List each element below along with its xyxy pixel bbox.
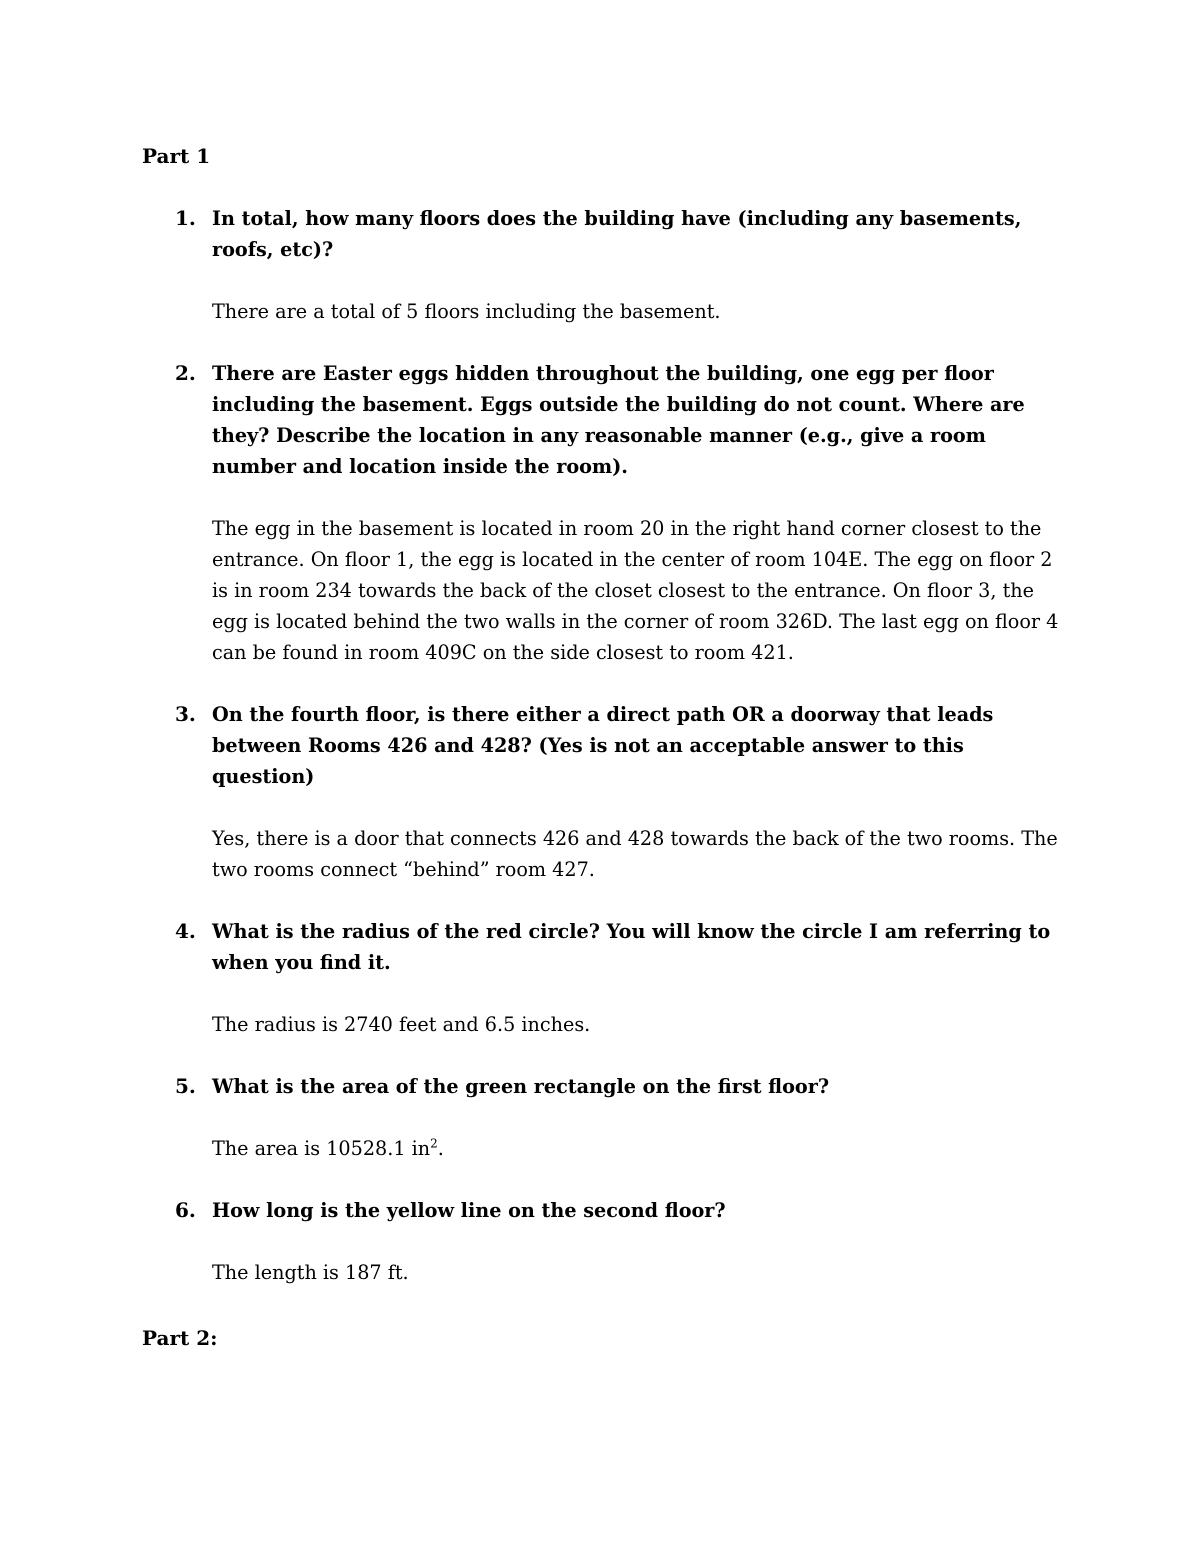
- question-text: What is the area of the green rectangle on the first floor?: [212, 1075, 830, 1098]
- question-number: 1.: [175, 206, 196, 230]
- question-item-6: [0, 1195, 1200, 1288]
- answer-suffix: .: [437, 1137, 444, 1160]
- part-2-heading: Part 2:: [142, 1326, 218, 1350]
- question-item-4: [0, 916, 1200, 1071]
- question-item-5: [0, 1071, 1200, 1195]
- question-text: In total, how many floors does the building have (including any basements, roofs, etc)?: [212, 207, 1022, 261]
- question-number: 4.: [175, 919, 196, 943]
- question-number: 6.: [175, 1198, 196, 1222]
- answer-prefix: The area is 10528.1 in: [212, 1137, 431, 1160]
- question-text: On the fourth floor, is there either a direct path OR a doorway that leads between Rooms 426 and 428? (Yes is not an acceptable answer to this question): [212, 703, 994, 788]
- answer-text: The radius is 2740 feet and 6.5 inches.: [212, 1013, 591, 1036]
- question-number: 5.: [175, 1074, 196, 1098]
- question-text: There are Easter eggs hidden throughout the building, one egg per floor including the basement. Eggs outside the building do not count. Where are they? Describe the location in any reasonable manner (e.g., give a room number and location inside the room).: [212, 362, 1025, 478]
- question-number: 2.: [175, 361, 196, 385]
- answer-text: The egg in the basement is located in room 20 in the right hand corner closest to the entrance. On floor 1, the egg is located in the center of room 104E. The egg on floor 2 is in room 234 towards the back of the closet closest to the entrance. On floor 3, the egg is located behind the two walls in the corner of room 326D. The last egg on floor 4 can be found in room 409C on the side closest to room 421.: [212, 517, 1059, 664]
- question-text: How long is the yellow line on the second floor?: [212, 1199, 726, 1222]
- part-1-heading: Part 1: [142, 144, 211, 168]
- answer-text: The length is 187 ft.: [212, 1261, 409, 1284]
- question-item-3: [0, 699, 1200, 916]
- question-item-1: [0, 203, 1200, 358]
- question-number: 3.: [175, 702, 196, 726]
- answer-superscript: 2: [430, 1136, 438, 1151]
- question-text: What is the radius of the red circle? You will know the circle I am referring to when you find it.: [212, 920, 1051, 974]
- answer-text: Yes, there is a door that connects 426 and 428 towards the back of the two rooms. The two rooms connect “behind” room 427.: [212, 827, 1058, 881]
- question-item-2: [0, 358, 1200, 699]
- question-list: [0, 203, 1200, 1288]
- answer-text: [212, 1133, 1062, 1164]
- answer-text: There are a total of 5 floors including the basement.: [212, 300, 721, 323]
